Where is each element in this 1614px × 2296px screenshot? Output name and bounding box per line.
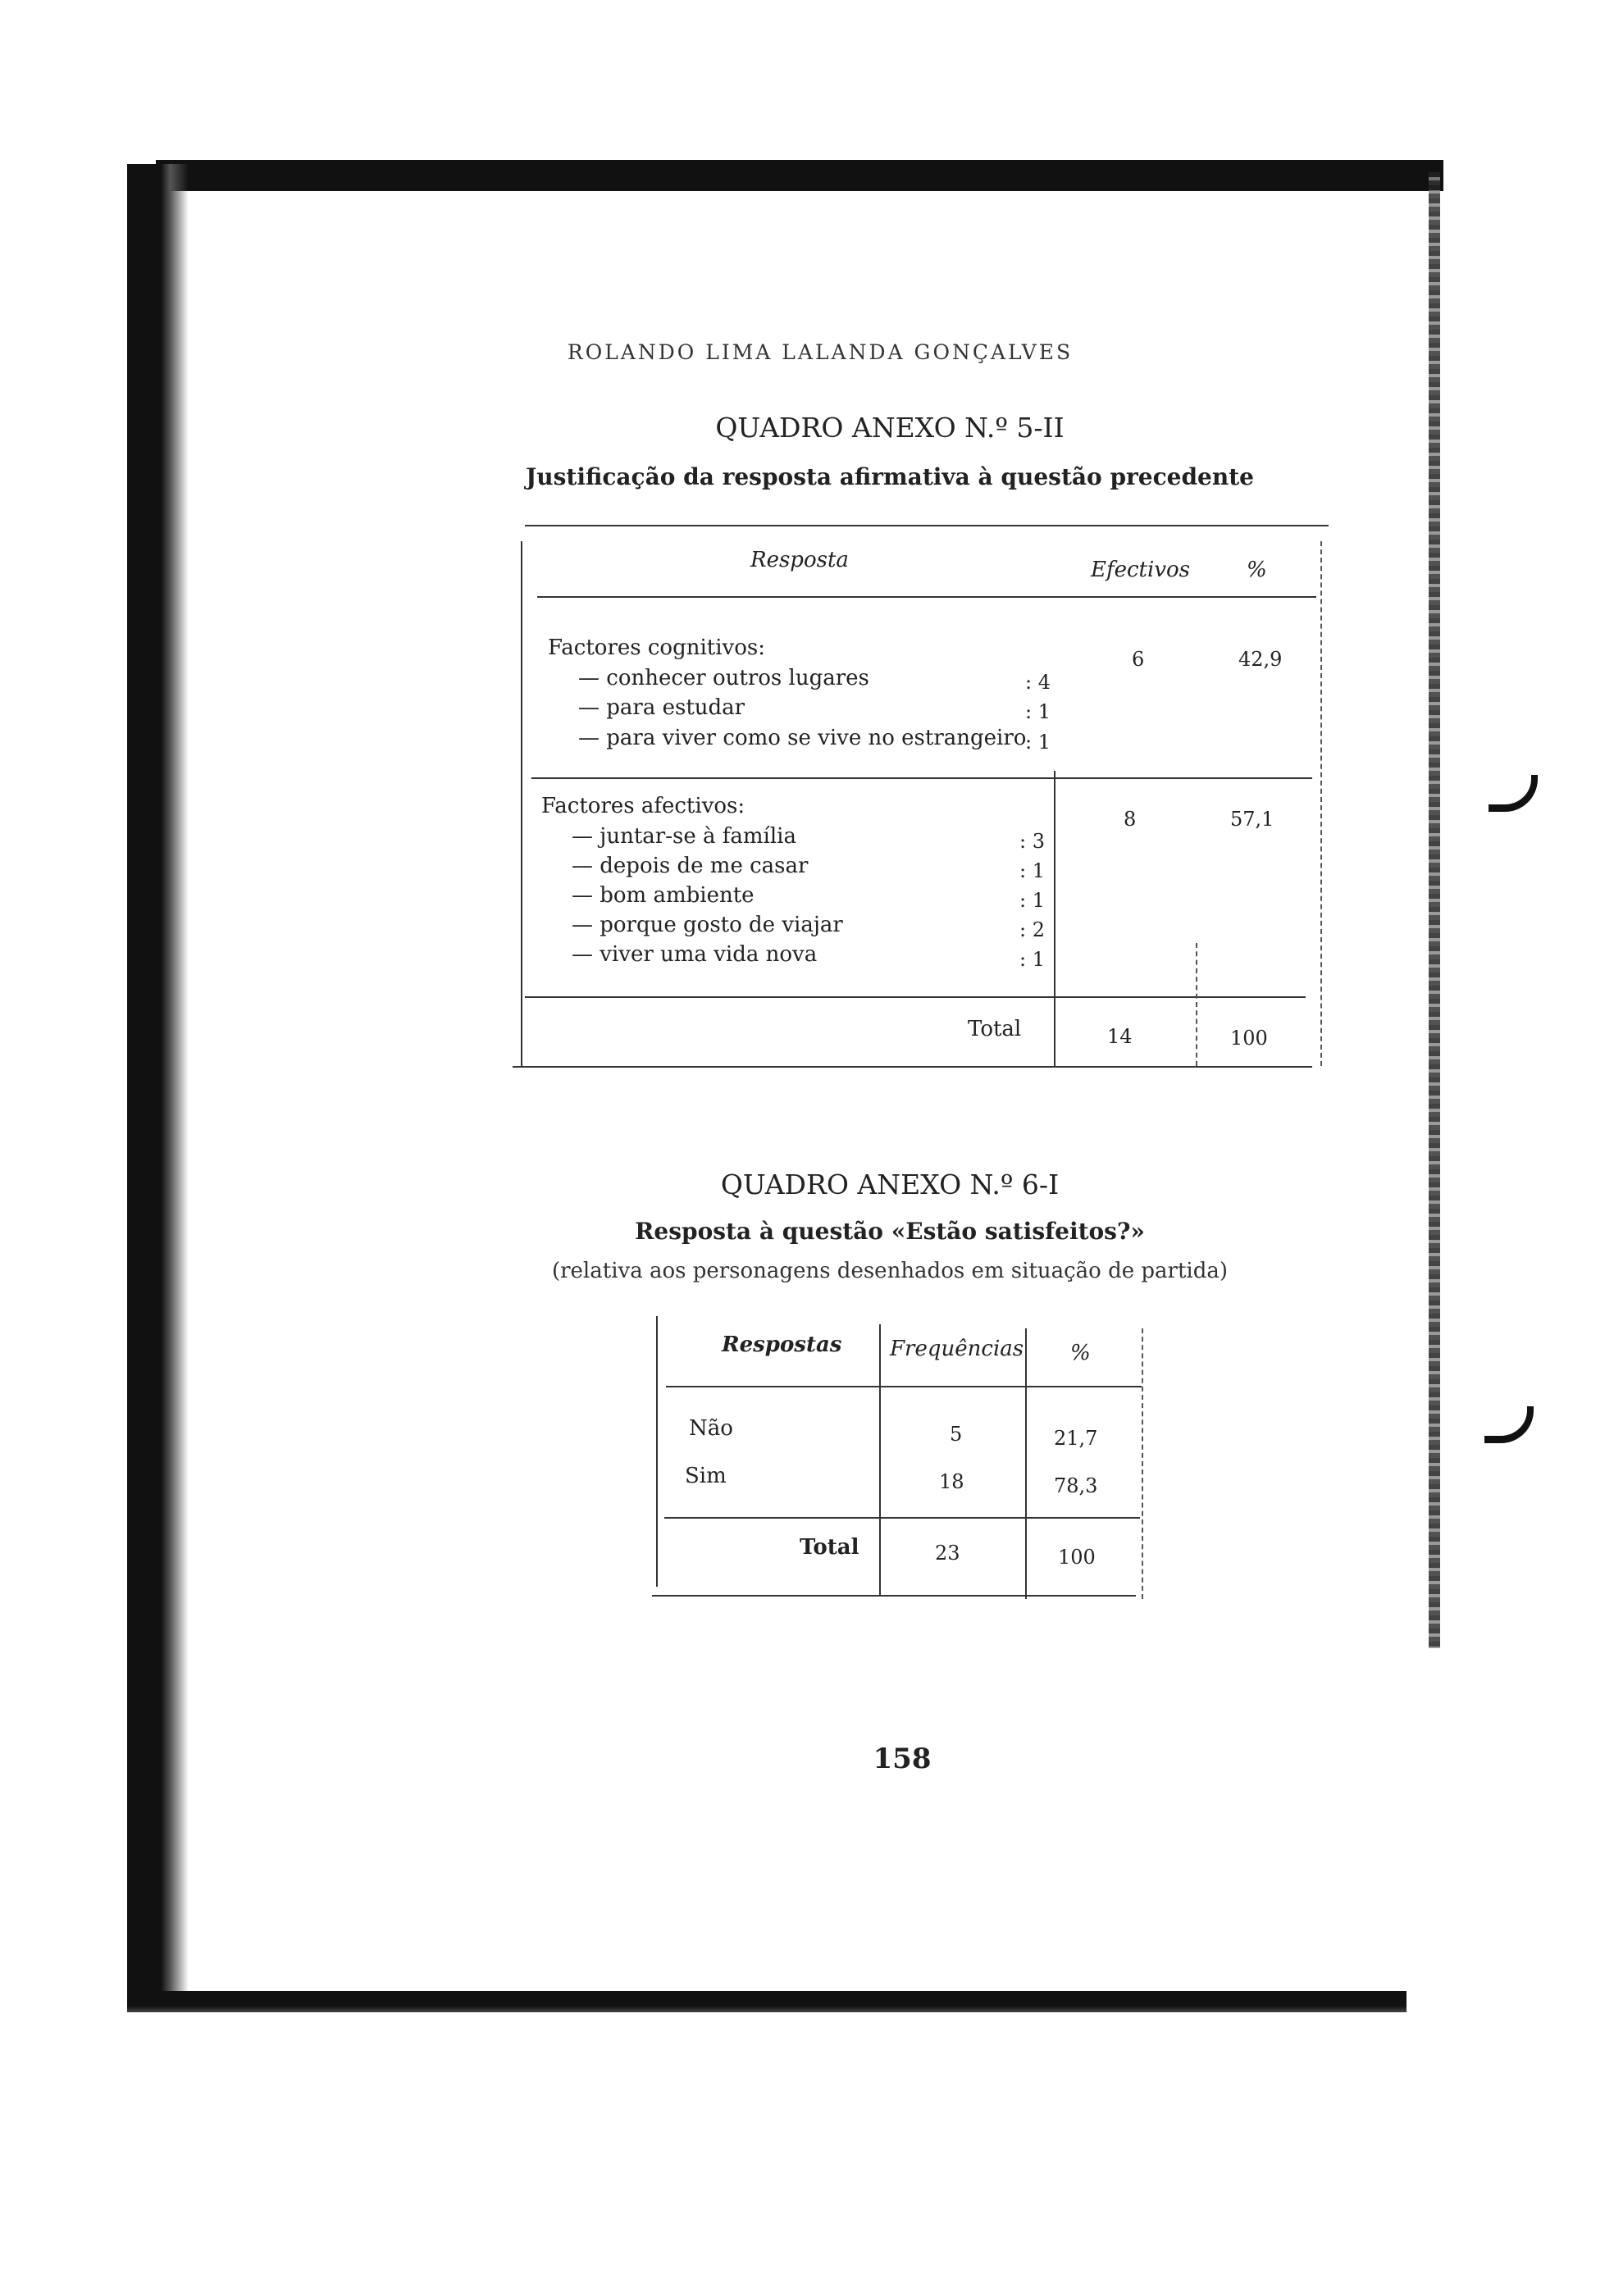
table2-row-label: Não — [689, 1416, 733, 1441]
table1-header-percent: % — [1247, 558, 1267, 582]
table1-item: — juntar-se à família — [572, 824, 796, 849]
table2-bottom-rule — [652, 1595, 1136, 1597]
table1-group-label: Factores cognitivos: — [548, 636, 765, 660]
table2-right-border — [1142, 1328, 1143, 1599]
table1-column-divider — [1196, 943, 1197, 1066]
page-number: 158 — [873, 1742, 932, 1775]
table1-item-count: : 4 — [1025, 671, 1051, 694]
table1-item-count: : 1 — [1019, 889, 1045, 912]
table2-row-percent: 21,7 — [1054, 1427, 1098, 1450]
table1-bottom-rule — [513, 1066, 1312, 1068]
table1-item-count: : 2 — [1019, 918, 1045, 941]
table2-total-percent: 100 — [1058, 1546, 1096, 1569]
running-header: ROLANDO LIMA LALANDA GONÇALVES — [567, 340, 1074, 364]
table1-item-count: : 1 — [1019, 859, 1045, 882]
table2-header-percent: % — [1070, 1341, 1091, 1365]
table2-row-percent: 78,3 — [1054, 1474, 1098, 1497]
table2-header-rule — [666, 1386, 1142, 1387]
scan-border-top — [156, 160, 1443, 184]
table2-total-label: Total — [800, 1535, 859, 1560]
table1-header-rule — [537, 596, 1316, 598]
table1-header-resposta: Resposta — [750, 548, 849, 572]
table1-item: — depois de me casar — [572, 854, 809, 878]
table1-group-percent: 42,9 — [1238, 648, 1283, 671]
binding-clip-mark — [1489, 775, 1538, 812]
table1-item: — para estudar — [578, 695, 745, 720]
table1-total-rule — [525, 996, 1306, 998]
table1-item: — viver uma vida nova — [572, 942, 818, 967]
scan-border-left — [127, 164, 189, 2009]
table1-group-label: Factores afectivos: — [541, 794, 745, 818]
table1-right-border — [1320, 541, 1322, 1066]
table2-left-border — [656, 1316, 658, 1587]
table1-group-rule — [531, 777, 1312, 779]
table1-subtitle: Justificação da resposta afirmativa à questão precedente — [526, 463, 1254, 490]
table2-row-freq: 5 — [950, 1423, 963, 1446]
table1-group-efectivos: 8 — [1124, 808, 1137, 831]
table2-row-freq: 18 — [939, 1470, 964, 1493]
table2-total-rule — [664, 1517, 1140, 1519]
table1-column-divider — [1054, 771, 1055, 1066]
table2-note: (relativa aos personagens desenhados em situação de partida) — [551, 1259, 1229, 1283]
table2-subtitle: Resposta à questão «Estão satisfeitos?» — [635, 1218, 1145, 1245]
table1-item: — bom ambiente — [572, 883, 755, 908]
table2-row-label: Sim — [685, 1464, 727, 1488]
scan-border-bottom — [127, 1991, 1407, 2012]
table1-total-label: Total — [968, 1017, 1022, 1041]
table2-column-divider — [879, 1324, 881, 1595]
table1-item: — porque gosto de viajar — [572, 913, 843, 937]
table2-header-frequencias: Frequências — [890, 1337, 1024, 1361]
table2-total-freq: 23 — [935, 1542, 960, 1565]
table1-top-rule — [525, 525, 1329, 526]
table1-item-count: : 3 — [1019, 830, 1045, 853]
table1-item: — conhecer outros lugares — [578, 666, 869, 690]
table1-total-percent: 100 — [1230, 1027, 1268, 1050]
table1-header-efectivos: Efectivos — [1091, 558, 1190, 582]
table1-item-count: : 1 — [1019, 948, 1045, 971]
table1-item-count: : 1 — [1025, 700, 1051, 723]
binding-clip-mark — [1484, 1406, 1534, 1443]
table1-group-efectivos: 6 — [1132, 648, 1145, 671]
table1-title: QUADRO ANEXO N.º 5-II — [715, 412, 1065, 444]
scan-border-right — [1429, 172, 1440, 1648]
table1-item: — para viver como se vive no estrangeiro — [578, 726, 1027, 750]
table1-left-border — [521, 541, 522, 1066]
table1-total-efectivos: 14 — [1107, 1025, 1133, 1048]
table2-header-respostas: Respostas — [722, 1332, 842, 1357]
table1-group-percent: 57,1 — [1230, 808, 1274, 831]
table2-title: QUADRO ANEXO N.º 6-I — [720, 1168, 1060, 1200]
table2-column-divider — [1025, 1328, 1027, 1599]
table1-item-count: : 1 — [1025, 731, 1051, 754]
